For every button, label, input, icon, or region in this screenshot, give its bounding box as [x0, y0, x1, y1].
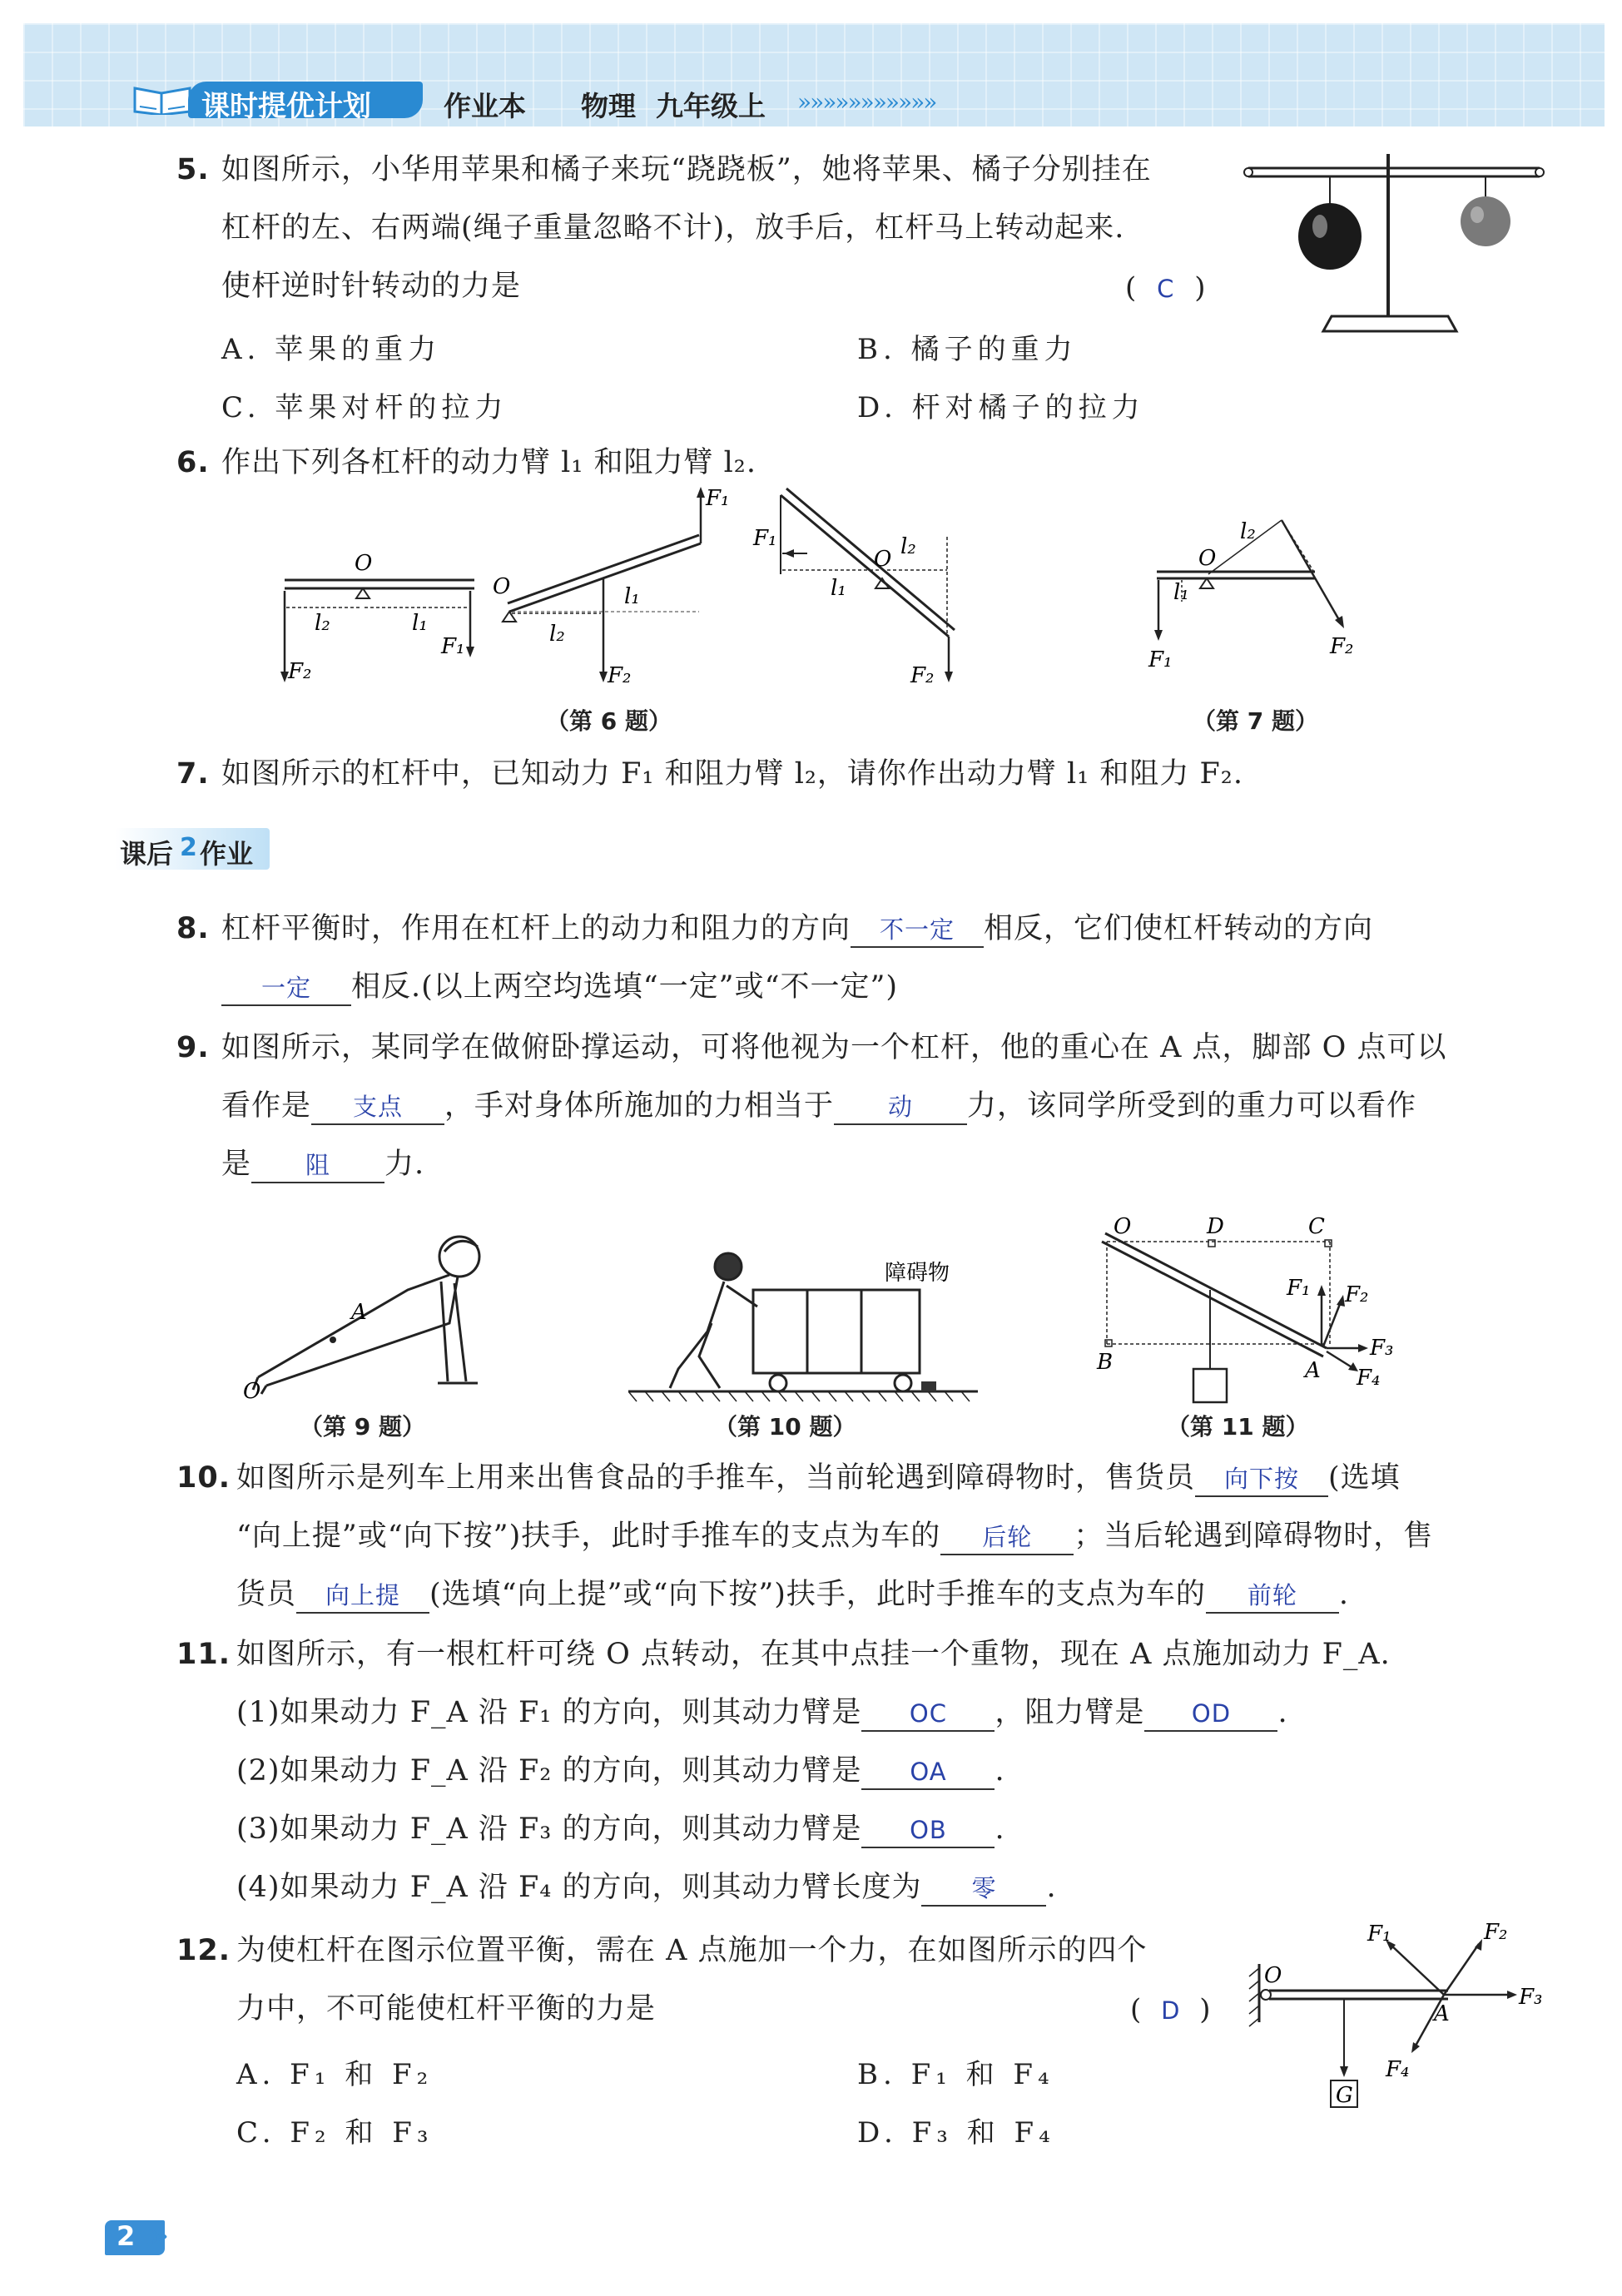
q6a-label-o: O — [355, 551, 373, 576]
vendor-person-icon — [670, 1253, 757, 1388]
q12-label-f3: F₃ — [1519, 1985, 1543, 2010]
q11-s4-text-b: . — [1046, 1871, 1057, 1904]
q7-label-f1: F₁ — [1148, 647, 1173, 672]
q6b-label-f1: F₁ — [706, 487, 730, 511]
q9-line3 — [221, 1144, 424, 1184]
q6-lever-b — [493, 487, 729, 688]
apple-icon — [1298, 203, 1362, 270]
q6-lever-c — [752, 488, 955, 688]
caption-fig7: （第 7 题） — [1193, 707, 1318, 735]
q9-text-6: 力. — [384, 1148, 425, 1181]
q11-label-c: C — [1308, 1215, 1325, 1239]
q11-figure — [1090, 1215, 1406, 1406]
q5-figure — [1240, 150, 1548, 341]
q10-text-3: “向上提”或“向下按”)扶手，此时手推车的支点为车的 — [236, 1520, 941, 1553]
q6-figure — [275, 487, 1357, 703]
q11-label-a: A — [1305, 1358, 1321, 1383]
q11-sub3 — [236, 1809, 1005, 1849]
q12-line2: 力中，不可能使杠杆平衡的力是 — [236, 1992, 657, 2026]
book-icon — [131, 82, 193, 115]
q8-line2 — [221, 967, 898, 1007]
q10-text-4: ；当后轮遇到障碍物时，售 — [1074, 1520, 1434, 1553]
caption-fig9: （第 9 题） — [300, 1413, 425, 1441]
cart-icon — [753, 1290, 920, 1391]
q9-blank-2[interactable]: 动 — [834, 1090, 967, 1125]
q7-label-l1: l₁ — [1173, 580, 1189, 605]
q9-blank-1[interactable]: 支点 — [311, 1090, 444, 1125]
q10-text-1: 如图所示是列车上用来出售食品的手推车，当前轮遇到障碍物时，售货员 — [236, 1461, 1196, 1495]
q5-answer: C — [1157, 275, 1174, 303]
q8-line1 — [221, 909, 1373, 949]
q9-text-5: 是 — [221, 1148, 252, 1181]
q10-line1 — [236, 1458, 1401, 1498]
q11-intro: 如图所示，有一根杠杆可绕 O 点转动，在其中点挂一个重物，现在 A 点施加动力 F_A. — [236, 1638, 1391, 1671]
q11-s1-blank-1[interactable]: OC — [861, 1697, 995, 1732]
q10-number: 10. — [176, 1461, 231, 1495]
q6b-label-f2: F₂ — [608, 663, 632, 688]
q6-lever-a — [280, 551, 474, 684]
q7-number: 7. — [176, 757, 210, 791]
q11-label-f3: F₃ — [1370, 1336, 1394, 1361]
q11-label-b: B — [1097, 1350, 1114, 1375]
q9-text-2: 看作是 — [221, 1089, 312, 1123]
q11-label-f2: F₂ — [1345, 1282, 1369, 1307]
q5-line2: 杠杆的左、右两端(绳子重量忽略不计)，放手后，杠杆马上转动起来. — [221, 211, 1125, 245]
q9-blank-3[interactable]: 阻 — [251, 1148, 384, 1183]
page-header — [23, 23, 1605, 126]
q7-lever — [1148, 519, 1353, 672]
q10-text-6: (选填“向上提”或“向下按”)扶手，此时手推车的支点为车的 — [429, 1578, 1206, 1611]
q11-s1-blank-2[interactable]: OD — [1144, 1697, 1277, 1732]
q5-line3: 使杆逆时针转动的力是 — [221, 270, 522, 303]
q11-label-o: O — [1114, 1215, 1132, 1239]
q10-blank-1[interactable]: 向下按 — [1195, 1462, 1328, 1497]
q10-text-2: (选填 — [1328, 1461, 1401, 1495]
q6c-label-l2: l₂ — [900, 534, 916, 559]
q11-sub1 — [236, 1693, 1288, 1733]
q5-line1: 如图所示，小华用苹果和橘子来玩“跷跷板”，她将苹果、橘子分别挂在 — [221, 153, 1152, 186]
q6a-label-f2: F₂ — [288, 659, 312, 684]
q11-s4-text-a: (4)如果动力 F_A 沿 F₄ 的方向，则其动力臂长度为 — [236, 1871, 922, 1904]
caption-fig10: （第 10 题） — [714, 1413, 856, 1441]
caption-fig11: （第 11 题） — [1167, 1413, 1309, 1441]
q11-sub4 — [236, 1867, 1057, 1907]
q7-text: 如图所示的杠杆中，已知动力 F₁ 和阻力臂 l₂，请你作出动力臂 l₁ 和阻力 F₂. — [221, 757, 1243, 791]
q10-blank-3[interactable]: 向上提 — [296, 1579, 429, 1614]
q6-text: 作出下列各杠杆的动力臂 l₁ 和阻力臂 l₂. — [221, 446, 756, 479]
grade: 九年级上 — [656, 90, 766, 122]
q8-text-3: 相反.(以上两空均选填“一定”或“不一定”) — [351, 970, 899, 1004]
q11-s3-blank[interactable]: OB — [861, 1813, 995, 1848]
q6a-label-l1: l₁ — [412, 611, 428, 636]
q11-label-f1: F₁ — [1287, 1276, 1311, 1301]
q7-label-o: O — [1198, 546, 1217, 571]
section-prefix: 课后 — [120, 838, 174, 870]
q10-figure — [628, 1248, 1003, 1402]
section-main: 作业 — [200, 838, 254, 870]
q12-figure — [1244, 1922, 1552, 2114]
q5-option-d: D. 杆对橘子的拉力 — [857, 391, 1145, 424]
q12-label-g: G — [1336, 2083, 1353, 2108]
q12-option-a: A. F₁ 和 F₂ — [236, 2058, 434, 2091]
q11-label-f4: F₄ — [1357, 1366, 1381, 1391]
q12-option-c: C. F₂ 和 F₃ — [236, 2116, 434, 2150]
q6c-label-f2: F₂ — [910, 663, 935, 688]
page-chevron-icon: » — [150, 2217, 170, 2254]
q12-answer-paren: ( D ) — [1130, 1993, 1211, 2026]
q12-label-f2: F₂ — [1484, 1922, 1508, 1945]
q5-number: 5. — [176, 153, 210, 186]
q12-label-o: O — [1264, 1963, 1282, 1988]
q9-label-a: A — [351, 1300, 367, 1325]
q9-number: 9. — [176, 1031, 210, 1064]
q5-option-b: B. 橘子的重力 — [857, 333, 1078, 366]
q8-text-1: 杠杆平衡时，作用在杠杆上的动力和阻力的方向 — [221, 912, 851, 945]
q6b-label-o: O — [493, 574, 511, 599]
book-type: 作业本 — [444, 90, 526, 122]
q11-s3-text-b: . — [995, 1813, 1005, 1846]
q9-text-4: 力，该同学所受到的重力可以看作 — [967, 1089, 1417, 1123]
chevron-icons: »»»»»»»»»»» — [797, 88, 936, 116]
q6b-label-l1: l₁ — [624, 584, 640, 609]
q11-s4-blank[interactable]: 零 — [921, 1872, 1046, 1907]
q11-s2-text-b: . — [995, 1754, 1005, 1788]
q11-label-d: D — [1207, 1215, 1224, 1239]
q9-text-3: ，手对身体所施加的力相当于 — [444, 1089, 835, 1123]
q11-sub2 — [236, 1751, 1005, 1791]
q7-label-f2: F₂ — [1330, 634, 1354, 659]
q12-label-f1: F₁ — [1367, 1922, 1391, 1946]
q6c-label-o: O — [874, 547, 892, 572]
q11-s2-text-a: (2)如果动力 F_A 沿 F₂ 的方向，则其动力臂是 — [236, 1754, 862, 1788]
subject: 物理 — [581, 90, 636, 122]
page-number: 2 — [117, 2220, 136, 2252]
q10-label-obstacle: 障碍物 — [885, 1261, 950, 1286]
q12-label-f4: F₄ — [1386, 2057, 1410, 2082]
q8-blank-1[interactable]: 不一定 — [851, 913, 984, 948]
q10-text-7: . — [1338, 1578, 1350, 1611]
q5-option-c: C. 苹果对杆的拉力 — [221, 391, 508, 424]
q12-option-d: D. F₃ 和 F₄ — [857, 2116, 1055, 2150]
q12-option-b: B. F₁ 和 F₄ — [857, 2058, 1054, 2091]
q11-s1-text-a: (1)如果动力 F_A 沿 F₁ 的方向，则其动力臂是 — [236, 1696, 862, 1729]
q12-label-a: A — [1434, 2001, 1450, 2026]
q5-option-a: A. 苹果的重力 — [221, 333, 442, 366]
q6a-label-f1: F₁ — [441, 634, 465, 659]
brand-title: 课时提优计划 — [201, 90, 371, 123]
q6b-label-l2: l₂ — [549, 622, 565, 647]
section-header — [115, 828, 270, 870]
section-num: 2 — [180, 833, 197, 862]
orange-icon — [1461, 196, 1510, 246]
q8-text-2: 相反，它们使杠杆转动的方向 — [984, 912, 1374, 945]
q6-number: 6. — [176, 446, 210, 479]
q10-line3 — [236, 1574, 1349, 1614]
q12-line1: 为使杠杆在图示位置平衡，需在 A 点施加一个力，在如图所示的四个 — [236, 1934, 1148, 1967]
q9-line1: 如图所示，某同学在做俯卧撑运动，可将他视为一个杠杆，他的重心在 A 点，脚部 O 点可以 — [221, 1031, 1447, 1064]
q5-answer-paren: ( C ) — [1125, 271, 1206, 305]
q10-blank-4[interactable]: 前轮 — [1206, 1579, 1339, 1614]
q9-line2 — [221, 1086, 1416, 1126]
q11-s1-text-b: ，阻力臂是 — [995, 1696, 1145, 1729]
q11-number: 11. — [176, 1638, 231, 1671]
q6c-label-l1: l₁ — [831, 576, 846, 601]
q11-s1-text-c: . — [1277, 1696, 1288, 1729]
caption-fig6: （第 6 题） — [546, 707, 672, 735]
q12-number: 12. — [176, 1934, 231, 1967]
q9-figure — [241, 1223, 508, 1406]
q6c-label-f1: F₁ — [753, 526, 777, 551]
q10-text-5: 货员 — [236, 1578, 297, 1611]
q10-line2 — [236, 1516, 1433, 1556]
q12-answer: D — [1161, 1996, 1180, 2025]
q10-blank-2[interactable]: 后轮 — [940, 1520, 1074, 1555]
q7-label-l2: l₂ — [1240, 519, 1256, 544]
q11-s3-text-a: (3)如果动力 F_A 沿 F₃ 的方向，则其动力臂是 — [236, 1813, 862, 1846]
q11-s2-blank[interactable]: OA — [861, 1755, 995, 1790]
q8-number: 8. — [176, 912, 210, 945]
q9-label-o: O — [243, 1379, 261, 1404]
q6a-label-l2: l₂ — [315, 611, 330, 636]
q8-blank-2[interactable]: 一定 — [221, 971, 351, 1006]
